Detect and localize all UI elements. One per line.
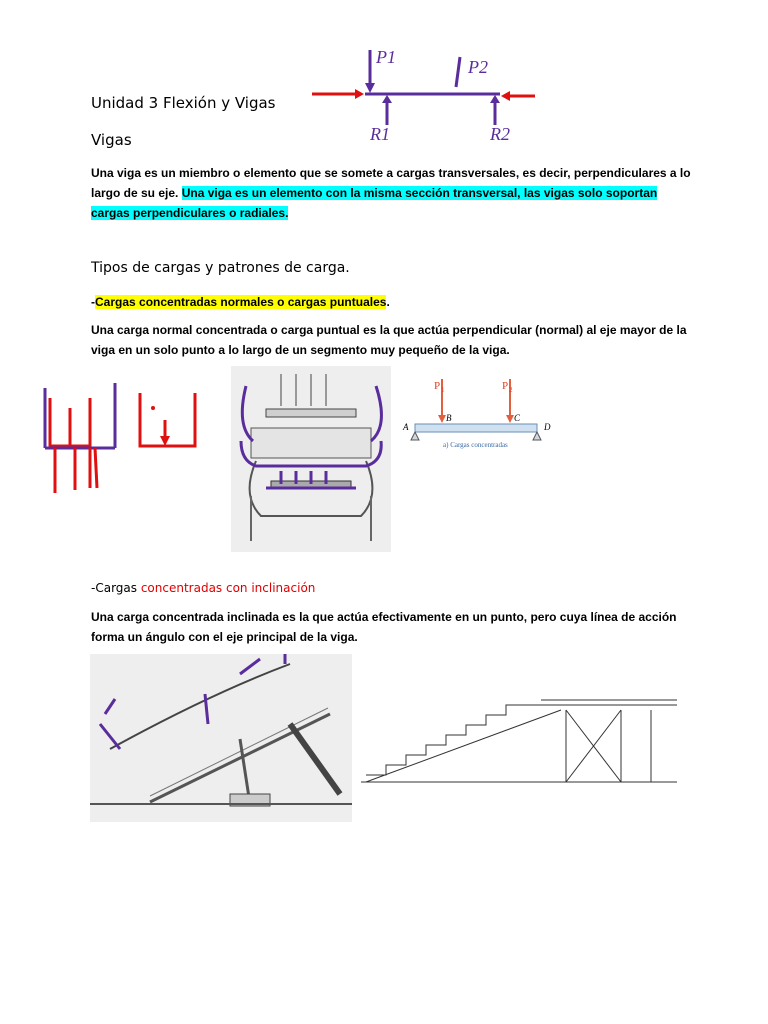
p1-label: P1 (376, 47, 396, 67)
item1-dash: - (91, 295, 95, 309)
item1-heading (91, 292, 691, 312)
intro-text: Una viga es un miembro o elemento que se somete a cargas transversales, es decir, perpendiculares a lo largo de su eje. (91, 166, 691, 200)
section-title-loads: Tipos de cargas y patrones de carga. (91, 260, 350, 276)
figure-inclined-beam (90, 654, 352, 822)
item2-heading (91, 578, 691, 598)
fig-p1-label: P (434, 380, 441, 392)
intro-paragraph (91, 163, 691, 223)
item2-prefix: -Cargas (91, 581, 141, 595)
fig-label-c: C (514, 413, 521, 423)
item2-text: Una carga concentrada inclinada es la que actúa efectivamente en un punto, pero cuya línea de acción forma un ángulo con el eje principal de la viga. (91, 610, 677, 644)
r1-label: R1 (370, 124, 390, 144)
fig-label-d: D (544, 422, 551, 432)
item1-end: . (386, 295, 390, 309)
fig-p2-label: P (502, 380, 509, 392)
fig-p1-sub: 1 (441, 386, 445, 394)
item1-text: Una carga normal concentrada o carga puntual es la que actúa perpendicular (normal) al eje mayor de la viga en un solo punto a lo largo de un segmento muy pequeño de la viga. (91, 323, 687, 357)
figure-beam-representation (231, 366, 391, 552)
fig-label-b: B (446, 413, 452, 423)
p2-label: P2 (468, 57, 488, 77)
top-beam-sketch (300, 35, 550, 145)
r2-label: R2 (490, 124, 510, 144)
support-sketch (35, 378, 235, 498)
fig-label-a: A (403, 422, 409, 432)
item1-label: Cargas concentradas normales o cargas puntuales (95, 295, 387, 309)
item2-label: concentradas con inclinación (140, 581, 316, 595)
intro-highlight: Una viga es un elemento con la misma sección transversal, las vigas solo soportan cargas perpendiculares o radiales. (91, 186, 658, 220)
figure-concentrated-loads (400, 367, 560, 455)
fig-p2-sub: 2 (509, 386, 513, 394)
section-heading-vigas: Vigas (91, 131, 132, 149)
fig-caption: a) Cargas concentradas (443, 441, 508, 449)
figure-staircase-structure (361, 690, 677, 790)
page-title: Unidad 3 Flexión y Vigas (91, 94, 276, 112)
